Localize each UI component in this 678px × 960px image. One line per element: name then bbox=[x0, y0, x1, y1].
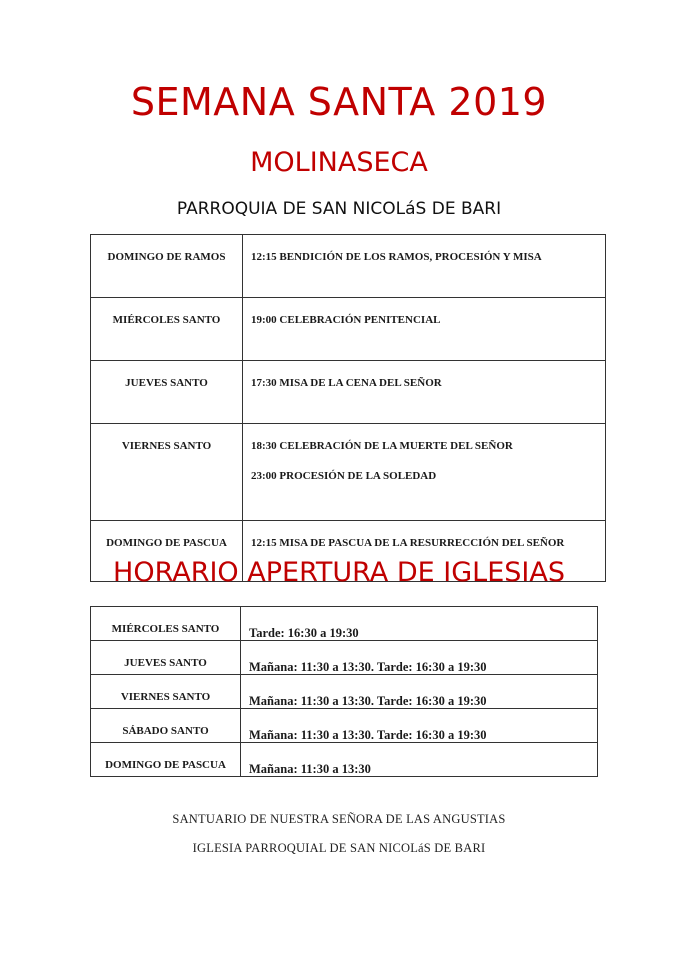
opening-hours-title: HORARIO APERTURA DE IGLESIAS bbox=[113, 557, 565, 588]
hours-time: Mañana: 11:30 a 13:30. Tarde: 16:30 a 19:30 bbox=[241, 675, 598, 709]
schedule-events bbox=[243, 361, 606, 424]
table-row bbox=[91, 298, 606, 361]
schedule-day: JUEVES SANTO bbox=[91, 361, 243, 424]
town-title: MOLINASECA bbox=[250, 147, 428, 178]
hours-time: Mañana: 11:30 a 13:30. Tarde: 16:30 a 19:30 bbox=[241, 641, 598, 675]
hours-day: SÁBADO SANTO bbox=[91, 709, 241, 743]
schedule-day: DOMINGO DE RAMOS bbox=[91, 235, 243, 298]
schedule-events bbox=[243, 235, 606, 298]
table-row bbox=[91, 361, 606, 424]
schedule-day: VIERNES SANTO bbox=[91, 424, 243, 521]
schedule-event: 17:30 MISA DE LA CENA DEL SEÑOR bbox=[251, 377, 442, 389]
hours-time: Tarde: 16:30 a 19:30 bbox=[241, 607, 598, 641]
table-row bbox=[91, 743, 598, 777]
table-row bbox=[91, 709, 598, 743]
schedule-day: DOMINGO DE PASCUA bbox=[91, 521, 243, 582]
table-row bbox=[91, 641, 598, 675]
schedule-event: 12:15 BENDICIÓN DE LOS RAMOS, PROCESIÓN Y MISA bbox=[251, 251, 542, 263]
table-row bbox=[91, 607, 598, 641]
schedule-table bbox=[90, 234, 606, 582]
schedule-event: 19:00 CELEBRACIÓN PENITENCIAL bbox=[251, 314, 441, 326]
hours-day: JUEVES SANTO bbox=[91, 641, 241, 675]
table-row bbox=[91, 675, 598, 709]
schedule-day: MIÉRCOLES SANTO bbox=[91, 298, 243, 361]
hours-day: VIERNES SANTO bbox=[91, 675, 241, 709]
hours-day: MIÉRCOLES SANTO bbox=[91, 607, 241, 641]
schedule-event: 12:15 MISA DE PASCUA DE LA RESURRECCIÓN DEL SEÑOR bbox=[251, 537, 565, 549]
table-row bbox=[91, 424, 606, 521]
opening-hours-table bbox=[90, 606, 598, 777]
table-row bbox=[91, 235, 606, 298]
schedule-events bbox=[243, 424, 606, 521]
hours-time: Mañana: 11:30 a 13:30 bbox=[241, 743, 598, 777]
hours-day: DOMINGO DE PASCUA bbox=[91, 743, 241, 777]
footer-parish-church: IGLESIA PARROQUIAL DE SAN NICOLáS DE BARI bbox=[192, 841, 486, 855]
schedule-event: 18:30 CELEBRACIÓN DE LA MUERTE DEL SEÑOR bbox=[251, 440, 513, 452]
schedule-events bbox=[243, 298, 606, 361]
schedule-event: 23:00 PROCESIÓN DE LA SOLEDAD bbox=[251, 470, 437, 482]
hours-time: Mañana: 11:30 a 13:30. Tarde: 16:30 a 19:30 bbox=[241, 709, 598, 743]
footer-sanctuary: SANTUARIO DE NUESTRA SEÑORA DE LAS ANGUSTIAS bbox=[172, 812, 506, 826]
page-title: SEMANA SANTA 2019 bbox=[130, 80, 548, 124]
parish-name: PARROQUIA DE SAN NICOLáS DE BARI bbox=[176, 199, 502, 219]
